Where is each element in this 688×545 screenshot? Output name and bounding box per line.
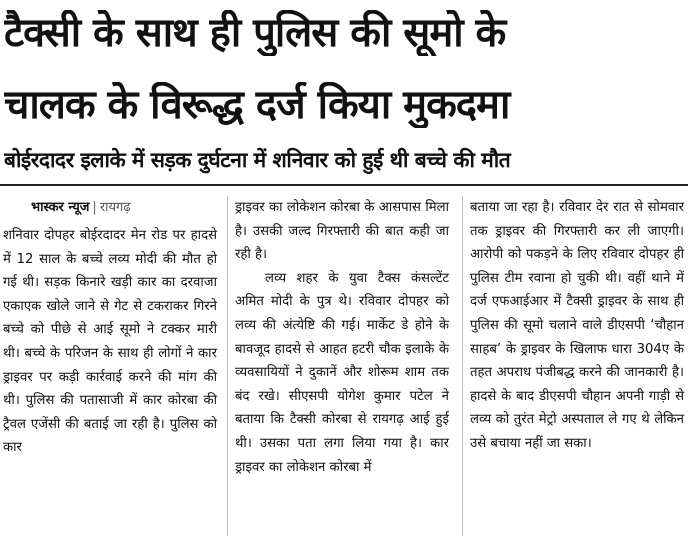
column-2-paragraph-2: लव्य शहर के युवा टैक्स कंसल्टेंट अमित मोदी के पुत्र थे। रविवार दोपहर को लव्य की अंत्येष्टि की गई। मार्केट डे होने के बावजूद हादसे से आहत हटरी चौक इलाके के व्यवसायियों ने दुकानें और शोरूम शाम तक बंद रखे। सीएसपी योगेश कुमार पटेल ने बताया कि टैक्सी कोरबा से रायगढ़ आई हुई थी। उसका पता लगा लिया गया है। कार ड्राइवर का लोकेशन कोरबा में: [235, 270, 449, 475]
byline-separator: |: [92, 200, 97, 215]
byline-place: रायगढ़: [99, 200, 131, 215]
column-divider: [227, 196, 228, 536]
column-3-text: बताया जा रहा है। रविवार देर रात से सोमवार तक ड्राइवर की गिरफ्तारी कर ली जाएगी। आरोपी को पकड़ने के लिए रविवार दोपहर ही पुलिस टीम रवाना हो चुकी थी। वहीं थाने में दर्ज एफआईआर में टैक्सी ड्राइवर के साथ ही पुलिस की सूमो चलाने वाले डीएसपी ‘चौहान साहब’ के ड्राइवर के खिलाफ धारा 304ए के तहत अपराध पंजीबद्ध करने की जानकारी है। हादसे के बाद डीएसपी चौहान अपनी गाड़ी से लव्य को तुरंत मेट्रो अस्पताल ले गए थे लेकिन उसे बचाया नहीं जा सका।: [470, 200, 684, 451]
article-column-2: [235, 196, 449, 479]
headline-line-1: टैक्सी के साथ ही पुलिस की सूमो के: [4, 10, 506, 56]
column-divider: [462, 196, 463, 536]
column-2-paragraph-1: ड्राइवर का लोकेशन कोरबा के आसपास मिला है। उसकी जल्द गिरफ्तारी की बात कही जा रही है।: [235, 200, 449, 263]
byline-agency: भास्कर न्यूज: [31, 200, 90, 215]
byline: [3, 196, 217, 224]
headline-line-2: चालक के विरूद्ध दर्ज किया मुकदमा: [4, 82, 510, 128]
article-column-3: [470, 196, 684, 456]
column-1-text: शनिवार दोपहर बोईरदादर मेन रोड पर हादसे में 12 साल के बच्चे लव्य मोदी की मौत हो गई थी। सड़क किनारे खड़ी कार का दरवाजा एकाएक खोले जाने से गेट से टकराकर गिरने बच्चे को पीछे से आई सूमो ने टक्कर मारी थी। बच्चे के परिजन के साथ ही लोगों ने कार ड्राइवर पर कड़ी कार्रवाई करने की मांग की थी। पुलिस की पतासाजी में कार कोरबा की ट्रैवल एजेंसी की बताई जा रही है। पुलिस को कार: [3, 228, 217, 456]
headline-rule: [0, 184, 688, 186]
subheadline: बोईरदादर इलाके में सड़क दुर्घटना में शनिवार को हुई थी बच्चे की मौत: [4, 148, 511, 172]
article-column-1: [3, 196, 217, 460]
